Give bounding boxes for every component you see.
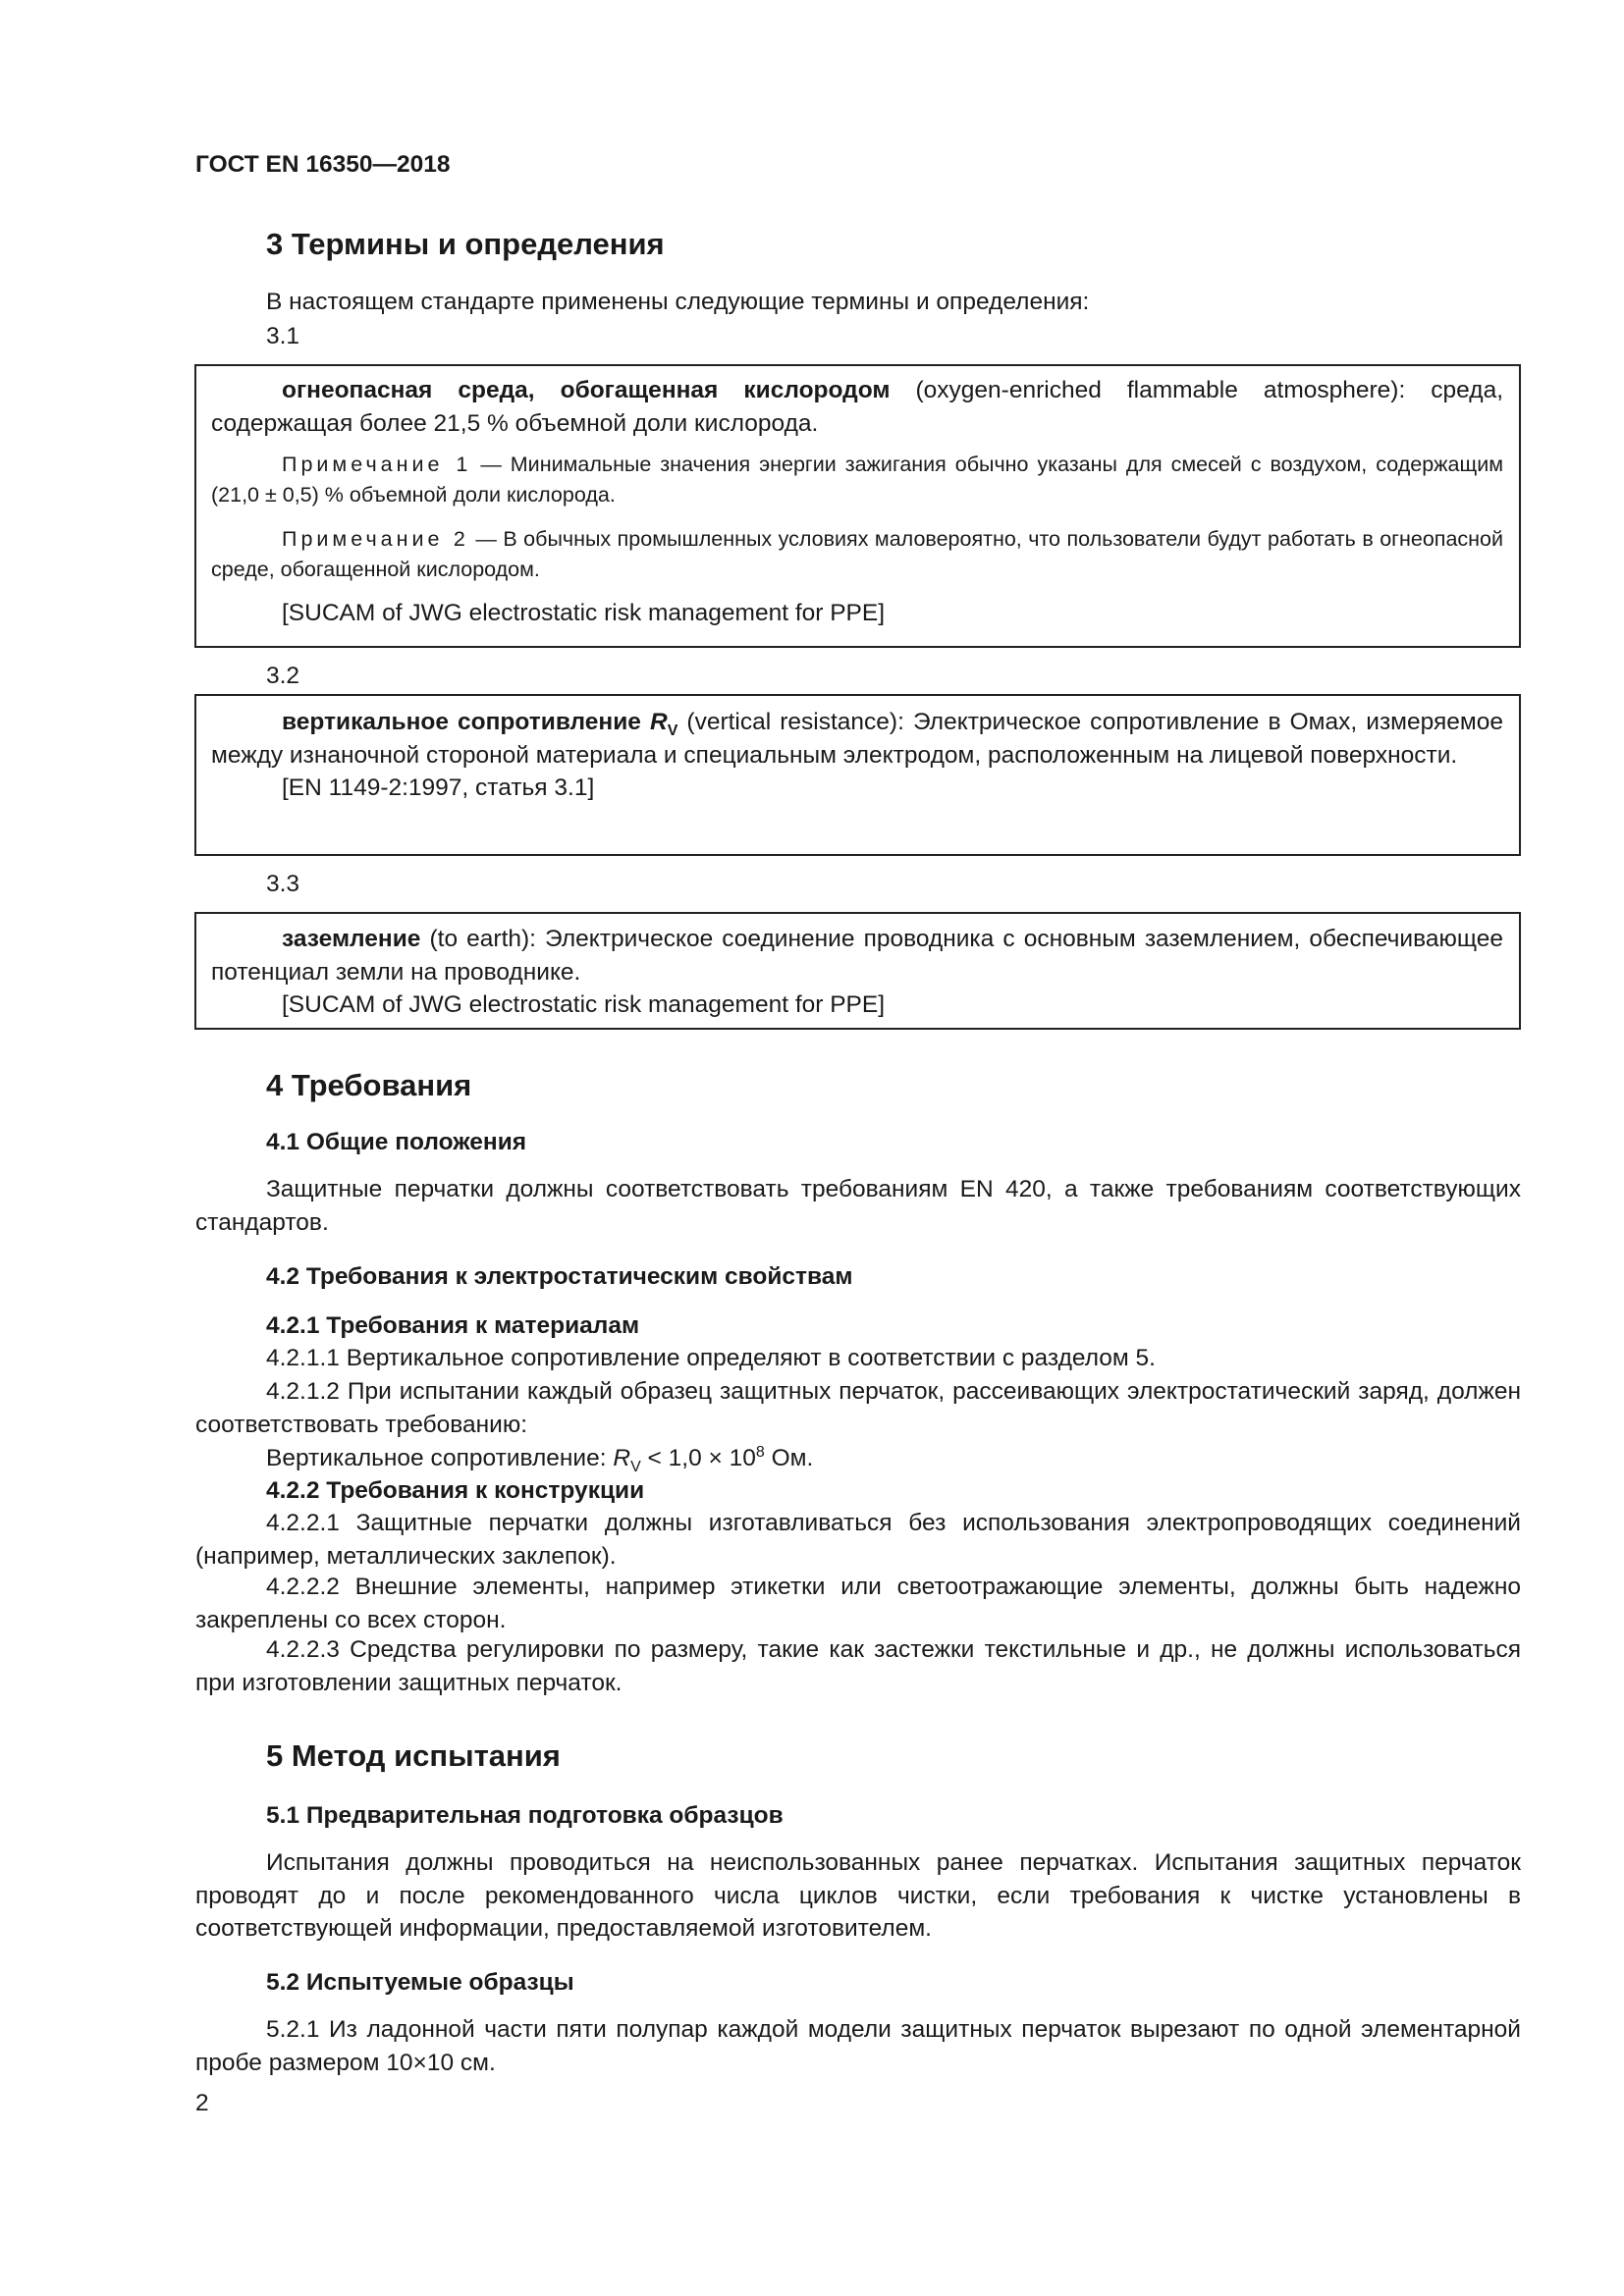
- note-label: Примечание 2: [282, 527, 469, 551]
- section-4-title: 4 Требования: [266, 1068, 472, 1102]
- page-number: 2: [195, 2090, 209, 2116]
- definition: (oxygen-enriched flammable atmosphere): среда, содержащая более 21,5 % объемной доли кислорода.: [211, 377, 1504, 437]
- section-4-2-2-title: 4.2.2 Требования к конструкции: [266, 1477, 645, 1504]
- para-4-2-2-1: 4.2.2.1 Защитные перчатки должны изготавливаться без использования электропроводящих соединений (например, металлических заклепок).: [195, 1510, 1521, 1570]
- para-4-2-2-2: 4.2.2.2 Внешние элементы, например этикетки или светоотражающие элементы, должны быть надежно закреплены со всех сторон.: [195, 1574, 1521, 1633]
- section-4-1-title: 4.1 Общие положения: [266, 1129, 527, 1155]
- term-3-3-number: 3.3: [266, 871, 300, 897]
- para-4-2-1-1: 4.2.1.1 Вертикальное сопротивление определяют в соответствии с разделом 5.: [266, 1345, 1156, 1371]
- para-5-2-1: 5.2.1 Из ладонной части пяти полупар каждой модели защитных перчаток вырезают по одной элементарной пробе размером 10×10 см.: [195, 2016, 1521, 2076]
- term: вертикальное сопротивление: [282, 709, 641, 735]
- term-3-1-box: [194, 364, 1521, 648]
- term-3-3-definition: [211, 923, 1503, 988]
- term-3-2-definition: [211, 706, 1503, 772]
- section-5-1-title: 5.1 Предварительная подготовка образцов: [266, 1802, 784, 1829]
- para-4-2-1-2: 4.2.1.2 При испытании каждый образец защитных перчаток, рассеивающих электростатический заряд, должен соответствовать требованию:: [195, 1378, 1521, 1438]
- term-3-1-note-1: [211, 450, 1503, 510]
- term-3-1-number: 3.1: [266, 323, 300, 349]
- section-5-1-text: Испытания должны проводиться на неиспользованных ранее перчатках. Испытания защитных перчаток проводят до и после рекомендованного числа циклов чистки, если требования к чистке установлены в соответствующей информации, предоставляемой изготовителем.: [195, 1849, 1521, 1942]
- section-3-title: 3 Термины и определения: [266, 227, 665, 261]
- formula-exponent: 8: [755, 1443, 765, 1461]
- note-text: — В обычных промышленных условиях маловероятно, что пользователи будут работать в огнеопасной среде, обогащенной кислородом.: [211, 527, 1503, 581]
- term: заземление: [282, 926, 421, 952]
- term-3-2-box: [194, 694, 1521, 856]
- formula-subscript: V: [630, 1458, 641, 1475]
- section-5-2-title: 5.2 Испытуемые образцы: [266, 1969, 574, 1996]
- formula-label: Вертикальное сопротивление:: [266, 1445, 614, 1471]
- term-3-2-source: [EN 1149-2:1997, статья 3.1]: [282, 774, 595, 801]
- term-3-2-number: 3.2: [266, 663, 300, 689]
- term-3-1-note-2: [211, 524, 1503, 585]
- term-3-3-source: [SUCAM of JWG electrostatic risk management for PPE]: [282, 991, 886, 1018]
- section-5-title: 5 Метод испытания: [266, 1738, 561, 1773]
- formula-value: < 1,0 × 10: [640, 1445, 756, 1471]
- term-3-1-definition: [211, 374, 1503, 440]
- section-4-2-title: 4.2 Требования к электростатическим свойствам: [266, 1263, 853, 1290]
- note-label: Примечание 1: [282, 453, 472, 476]
- formula-unit: Ом.: [764, 1445, 814, 1471]
- document-header: ГОСТ EN 16350—2018: [195, 151, 451, 178]
- section-3-intro: В настоящем стандарте применены следующие термины и определения:: [266, 289, 1090, 315]
- section-4-1-text: Защитные перчатки должны соответствовать требованиям EN 420, а также требованиям соответствующих стандартов.: [195, 1176, 1521, 1236]
- term-3-3-box: [194, 912, 1521, 1030]
- definition: (vertical resistance): Электрическое сопротивление в Омах, измеряемое между изнаночной стороной материала и специальным электродом, расположенным на лицевой поверхности.: [211, 709, 1503, 769]
- term: огнеопасная среда, обогащенная кислородом: [282, 377, 891, 403]
- formula-symbol: R: [613, 1445, 631, 1471]
- symbol-subscript: V: [667, 721, 678, 739]
- symbol: R: [649, 709, 668, 735]
- section-4-2-1-title: 4.2.1 Требования к материалам: [266, 1312, 640, 1339]
- requirement-formula: [195, 1442, 1592, 1475]
- definition: (to earth): Электрическое соединение проводника с основным заземлением, обеспечивающее потенциал земли на проводнике.: [211, 926, 1503, 986]
- term-3-1-source: [SUCAM of JWG electrostatic risk management for PPE]: [282, 600, 886, 626]
- note-text: — Минимальные значения энергии зажигания обычно указаны для смесей с воздухом, содержащим (21,0 ± 0,5) % объемной доли кислорода.: [211, 453, 1503, 507]
- para-4-2-2-3: 4.2.2.3 Средства регулировки по размеру, такие как застежки текстильные и др., не должны использоваться при изготовлении защитных перчаток.: [195, 1636, 1521, 1696]
